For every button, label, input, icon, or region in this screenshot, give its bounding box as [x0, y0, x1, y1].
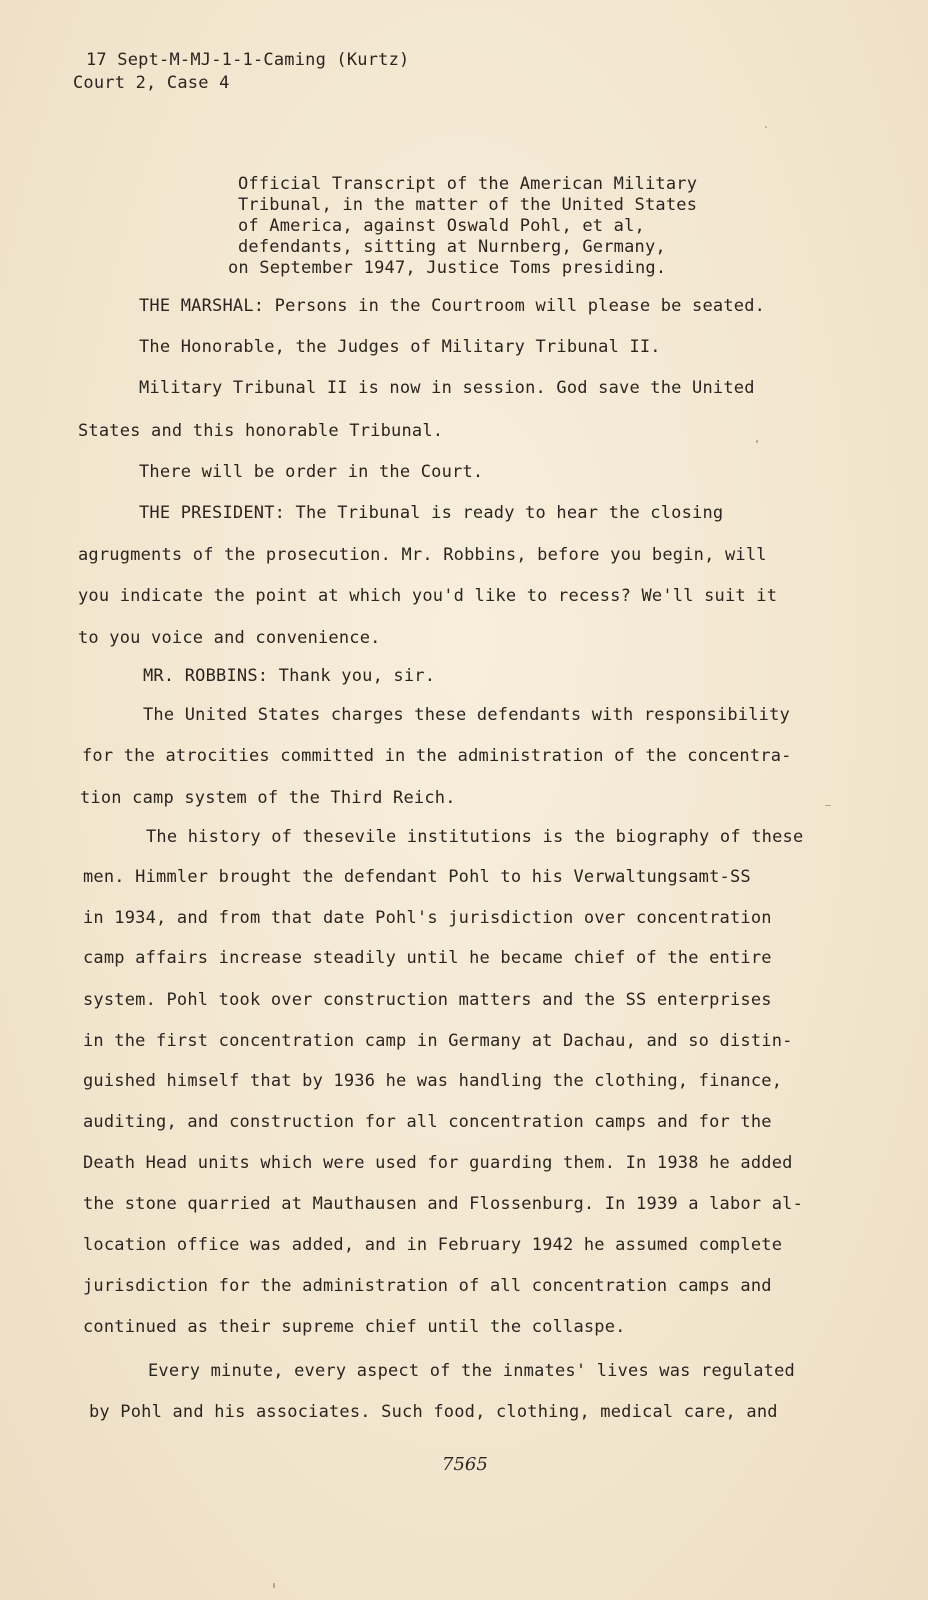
body-line: location office was added, and in February 1942 he assumed complete — [83, 1235, 783, 1255]
body-line: in 1934, and from that date Pohl's jurisdiction over concentration — [83, 908, 772, 928]
body-line: in the first concentration camp in Germany at Dachau, and so distin- — [83, 1031, 793, 1051]
body-line: to you voice and convenience. — [78, 628, 381, 648]
body-line: you indicate the point at which you'd like to recess? We'll suit it — [78, 586, 778, 606]
body-line: the stone quarried at Mauthausen and Flossenburg. In 1939 a labor al- — [83, 1194, 804, 1214]
body-line: by Pohl and his associates. Such food, clothing, medical care, and — [89, 1402, 778, 1422]
body-line: Death Head units which were used for guarding them. In 1938 he added — [83, 1153, 793, 1173]
header-court-case: Court 2, Case 4 — [73, 73, 230, 93]
body-line: The Honorable, the Judges of Military Tribunal II. — [139, 337, 661, 357]
paper-speck — [825, 805, 831, 806]
page-number: 7565 — [442, 1454, 488, 1475]
caption-line: of America, against Oswald Pohl, et al, — [238, 216, 645, 236]
header-reference: 17 Sept-M-MJ-1-1-Caming (Kurtz) — [86, 50, 410, 70]
body-line: guished himself that by 1936 he was handling the clothing, finance, — [83, 1071, 783, 1091]
body-line: men. Himmler brought the defendant Pohl to his Verwaltungsamt-SS — [83, 867, 751, 887]
body-line: agrugments of the prosecution. Mr. Robbins, before you begin, will — [78, 545, 767, 565]
paper-speck — [273, 1583, 275, 1588]
body-line: THE MARSHAL: Persons in the Courtroom will please be seated. — [139, 296, 766, 316]
body-line: tion camp system of the Third Reich. — [80, 788, 456, 808]
body-line: The United States charges these defendants with responsibility — [143, 705, 790, 725]
body-line: There will be order in the Court. — [139, 462, 484, 482]
caption-line: on September 1947, Justice Toms presiding. — [228, 258, 667, 278]
caption-line: Tribunal, in the matter of the United States — [238, 195, 698, 215]
body-line: for the atrocities committed in the administration of the concentra- — [82, 746, 792, 766]
paper-speck — [756, 440, 758, 443]
body-line: camp affairs increase steadily until he became chief of the entire — [83, 948, 772, 968]
body-line: THE PRESIDENT: The Tribunal is ready to hear the closing — [139, 503, 724, 523]
caption-line: Official Transcript of the American Military — [238, 174, 698, 194]
body-line: system. Pohl took over construction matters and the SS enterprises — [83, 990, 772, 1010]
body-line: MR. ROBBINS: Thank you, sir. — [143, 666, 436, 686]
caption-line: defendants, sitting at Nurnberg, Germany, — [238, 237, 666, 257]
body-line: States and this honorable Tribunal. — [78, 421, 444, 441]
body-line: The history of thesevile institutions is the biography of these — [146, 827, 804, 847]
body-line: Military Tribunal II is now in session. God save the United — [139, 378, 755, 398]
body-line: Every minute, every aspect of the inmates' lives was regulated — [148, 1361, 795, 1381]
body-line: auditing, and construction for all concentration camps and for the — [83, 1112, 772, 1132]
body-line: continued as their supreme chief until the collaspe. — [83, 1317, 626, 1337]
body-line: jurisdiction for the administration of all concentration camps and — [83, 1276, 772, 1296]
paper-speck — [765, 126, 767, 128]
